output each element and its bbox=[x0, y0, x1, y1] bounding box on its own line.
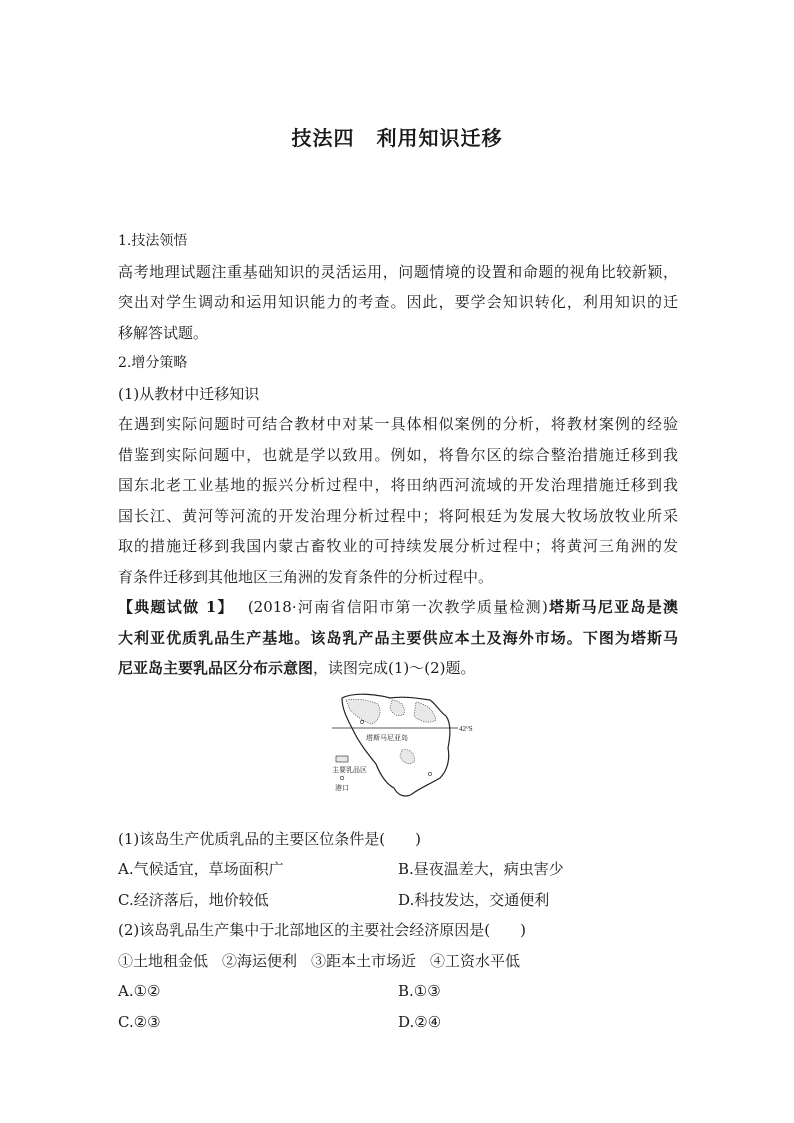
q1-option-a: A.气候适宜，草场面积广 bbox=[118, 860, 284, 878]
legend-dairy-label: 主要乳品区 bbox=[332, 765, 367, 774]
section1-line-3: 移解答试题。 bbox=[118, 323, 209, 342]
q1-option-b: B.昼夜温差大，病虫害少 bbox=[398, 860, 564, 878]
q2-stem: (2)该岛乳品生产集中于北部地区的主要社会经济原因是( ) bbox=[118, 921, 526, 939]
section2-line-6: 育条件迁移到其他地区三角洲的发育条件的分析过程中。 bbox=[118, 567, 494, 586]
legend-dairy-swatch bbox=[336, 756, 348, 762]
port-marker bbox=[360, 720, 363, 723]
section1-heading: 1.技法领悟 bbox=[118, 233, 188, 249]
example-line2-text: 大利亚优质乳品生产基地。该岛乳产品主要供应本土及海外市场。下图为 bbox=[118, 628, 631, 647]
q1-option-c: C.经济落后，地价较低 bbox=[118, 890, 269, 909]
section2-line-5: 取的措施迁移到我国内蒙古畜牧业的可持续发展分析过程中；将黄河三角洲的发 bbox=[118, 537, 678, 555]
q2-choices bbox=[118, 946, 678, 977]
q2-options-row-1 bbox=[118, 976, 678, 1007]
example-line-3 bbox=[118, 653, 678, 684]
tasmania-map-figure bbox=[118, 684, 678, 824]
page-title bbox=[0, 122, 794, 151]
example-line3-rest: ，读图完成(1)～(2)题。 bbox=[313, 659, 476, 677]
document-body bbox=[118, 226, 678, 1037]
section2-heading: 2.增分策略 bbox=[118, 355, 188, 371]
example-line-2 bbox=[118, 623, 678, 654]
section2-line-1: 在遇到实际问题时可结合教材中对某一具体相似案例的分析，将教材案例的经验 bbox=[118, 415, 678, 433]
q2-option-a: A.①② bbox=[118, 982, 161, 1000]
example-label: 【典题试做 1】 bbox=[118, 598, 234, 616]
example-line2-bold: 塔斯马 bbox=[630, 628, 678, 647]
q2-options-row-2 bbox=[118, 1007, 678, 1038]
section2-line-3: 国东北老工业基地的振兴分析过程中，将田纳西河流域的开发治理措施迁移到我 bbox=[118, 476, 678, 494]
latitude-label: 42°S bbox=[459, 724, 473, 733]
legend-port-symbol bbox=[340, 776, 344, 780]
legend-port-label: 港口 bbox=[335, 783, 349, 792]
q2-choice-3: ③距本土市场近 bbox=[311, 951, 417, 970]
example-line1-rest: 塔斯马尼亚岛是澳 bbox=[547, 598, 678, 616]
example-line3-bold: 尼亚岛主要乳品区分布示意图 bbox=[118, 659, 314, 677]
section2-line-4: 国长江、黄河等河流的开发治理分析过程中；将阿根廷为发展大牧场放牧业所采 bbox=[118, 506, 678, 525]
q2-choice-2: ②海运便利 bbox=[222, 951, 298, 970]
q1-option-d: D.科技发达，交通便利 bbox=[398, 890, 550, 909]
section2-line-2: 借鉴到实际问题中，也就是学以致用。例如，将鲁尔区的综合整治措施迁移到我 bbox=[118, 445, 678, 464]
title-part1: 技法四 bbox=[291, 126, 355, 150]
island-name-label: 塔斯马尼亚岛 bbox=[366, 733, 408, 742]
q1-stem: (1)该岛生产优质乳品的主要区位条件是( ) bbox=[118, 829, 421, 848]
tasmania-map bbox=[332, 688, 482, 800]
section1-line-2: 突出对学生调动和运用知识能力的考查。因此，要学会知识转化，利用知识的迁 bbox=[118, 293, 678, 311]
q2-choice-4: ④工资水平低 bbox=[430, 951, 521, 970]
q2-choice-1: ①土地租金低 bbox=[118, 951, 209, 970]
q1-options-row-1 bbox=[118, 854, 678, 885]
title-part2: 利用知识迁移 bbox=[376, 126, 503, 150]
section2-sub-heading: (1)从教材中迁移知识 bbox=[118, 384, 260, 403]
q2-option-b: B.①③ bbox=[398, 982, 441, 1000]
q1-options-row-2 bbox=[118, 885, 678, 916]
section1-line-1: 高考地理试题注重基础知识的灵活运用，问题情境的设置和命题的视角比较新颖， bbox=[118, 262, 678, 281]
port-marker bbox=[428, 772, 431, 775]
example-line-1 bbox=[118, 592, 678, 623]
q2-option-d: D.②④ bbox=[398, 1012, 442, 1031]
example-source: (2018·河南省信阳市第一次教学质量检测) bbox=[247, 598, 548, 616]
q2-option-c: C.②③ bbox=[118, 1012, 161, 1031]
